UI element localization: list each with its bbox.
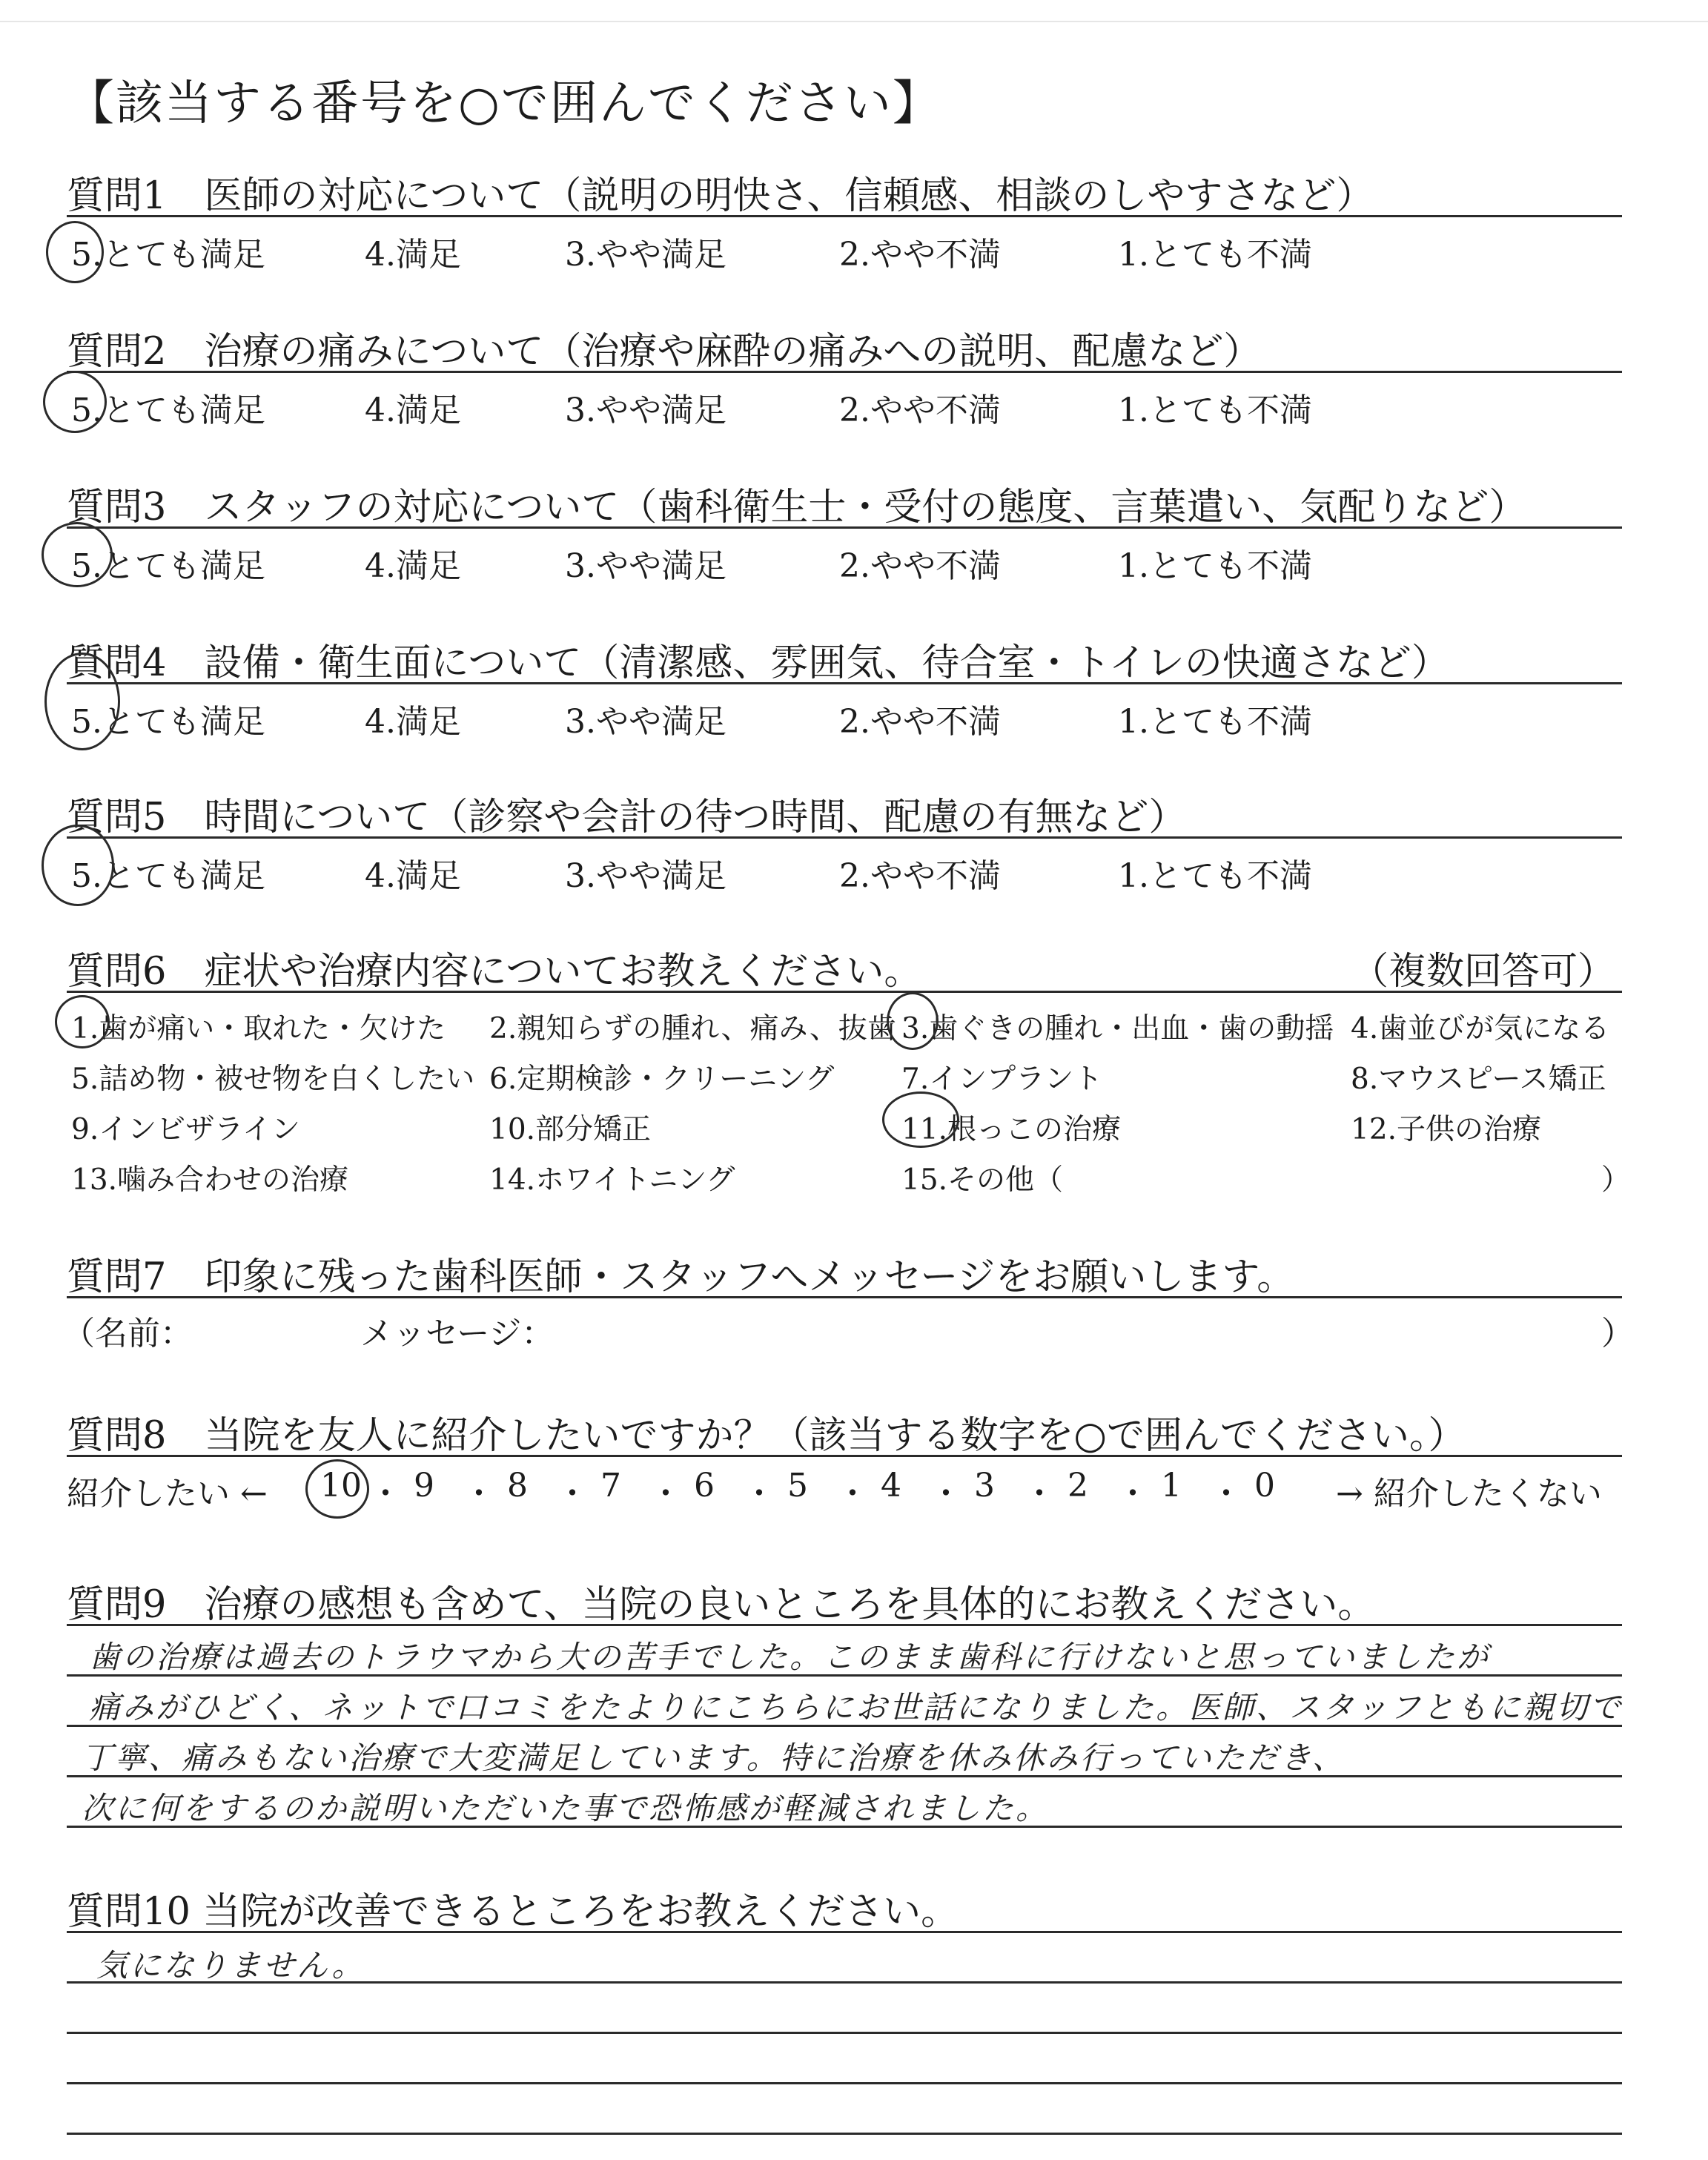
q1-rule — [67, 215, 1622, 217]
q8-scale-value-2[interactable]: 2 — [1068, 1467, 1088, 1505]
q3-option-3[interactable]: 3.やや満足 — [565, 547, 726, 585]
q8-scale-value-1[interactable]: 1 — [1161, 1467, 1182, 1505]
q10-answer-line-1: 気になりません。 — [96, 1947, 365, 1984]
q9-answer-line-1: 歯の治療は過去のトラウマから大の苦手でした。このまま歯科に行けないと思っていましたが — [89, 1639, 1491, 1675]
q2-title: 質問2 治療の痛みについて（治療や麻酔の痛みへの説明、配慮など） — [67, 330, 1262, 374]
q2-option-4[interactable]: 4.満足 — [365, 392, 461, 429]
q5-option-3[interactable]: 3.やや満足 — [565, 857, 726, 895]
q6-title: 質問6 症状や治療内容についてお教えください。 — [67, 950, 922, 994]
q8-scale-value-0[interactable]: 0 — [1254, 1467, 1275, 1505]
q8-right-label: → 紹介したくない — [1336, 1475, 1602, 1513]
q6-rule — [67, 991, 1622, 993]
q1-option-1[interactable]: 1.とても不満 — [1118, 236, 1312, 274]
q8-scale-value-10[interactable]: 10 — [320, 1467, 362, 1505]
q6-option-12[interactable]: 12.子供の治療 — [1351, 1113, 1542, 1146]
q6-selection-circle-1 — [55, 995, 110, 1048]
q6-option-5[interactable]: 5.詰め物・被せ物を白くしたい — [71, 1063, 475, 1096]
q10-rule-5 — [67, 2133, 1622, 2135]
q3-option-5[interactable]: 5.とても満足 — [71, 547, 265, 585]
q9-answer-line-3: 丁寧、痛みもない治療で大変満足しています。特に治療を休み休み行っていただき、 — [82, 1740, 1345, 1776]
q7-rule — [67, 1296, 1622, 1298]
q3-rule — [67, 526, 1622, 529]
q5-option-5[interactable]: 5.とても満足 — [71, 857, 265, 895]
q1-title: 質問1 医師の対応について（説明の明快さ、信頼感、相談のしやすさなど） — [67, 174, 1374, 218]
q8-scale-value-5[interactable]: 5 — [787, 1467, 808, 1505]
page-title: 【該当する番号を○で囲んでください】 — [67, 76, 941, 131]
q5-selection-circle — [42, 825, 114, 906]
q7-message-label[interactable]: メッセージ： — [360, 1315, 555, 1353]
q8-scale-separator-dot: ・ — [930, 1475, 962, 1513]
q3-option-4[interactable]: 4.満足 — [365, 547, 461, 585]
q2-option-2[interactable]: 2.やや不満 — [839, 392, 1001, 429]
q1-option-4[interactable]: 4.満足 — [365, 236, 461, 274]
q8-scale-separator-dot: ・ — [743, 1475, 775, 1513]
q4-option-3[interactable]: 3.やや満足 — [565, 703, 726, 741]
q10-title: 質問10 当院が改善できるところをお教えください。 — [67, 1890, 959, 1934]
q4-option-1[interactable]: 1.とても不満 — [1118, 703, 1312, 741]
q5-option-2[interactable]: 2.やや不満 — [839, 857, 1001, 895]
q2-rule — [67, 371, 1622, 373]
q8-scale-separator-dot: ・ — [836, 1475, 869, 1513]
q6-option-1[interactable]: 1.歯が痛い・取れた・欠けた — [71, 1012, 446, 1046]
q2-option-3[interactable]: 3.やや満足 — [565, 392, 726, 429]
q1-option-3[interactable]: 3.やや満足 — [565, 236, 726, 274]
q3-selection-circle — [42, 522, 113, 587]
q8-selection-circle — [305, 1459, 369, 1519]
q3-option-2[interactable]: 2.やや不満 — [839, 547, 1001, 585]
q7-close-paren: ） — [1601, 1315, 1634, 1353]
q5-option-4[interactable]: 4.満足 — [365, 857, 461, 895]
q1-selection-circle — [46, 221, 104, 283]
q6-option-11[interactable]: 11.根っこの治療 — [901, 1113, 1122, 1146]
q6-option-10[interactable]: 10.部分矯正 — [489, 1113, 652, 1146]
q10-rule-4 — [67, 2082, 1622, 2084]
q6-selection-circle-11 — [882, 1091, 959, 1148]
q8-scale-separator-dot: ・ — [369, 1475, 402, 1513]
q7-name-label[interactable]: （名前： — [62, 1315, 193, 1353]
q6-option-13[interactable]: 13.噛み合わせの治療 — [71, 1163, 349, 1197]
q4-option-4[interactable]: 4.満足 — [365, 703, 461, 741]
q4-rule — [67, 682, 1622, 684]
q6-selection-circle-3 — [887, 992, 939, 1050]
q6-option-3[interactable]: 3.歯ぐきの腫れ・出血・歯の動揺 — [901, 1012, 1334, 1046]
q9-rule-1 — [67, 1624, 1622, 1626]
q4-option-2[interactable]: 2.やや不満 — [839, 703, 1001, 741]
q1-option-2[interactable]: 2.やや不満 — [839, 236, 1001, 274]
q6-option-6[interactable]: 6.定期検診・クリーニング — [489, 1063, 835, 1096]
q9-answer-line-4: 次に何をするのか説明いただいた事で恐怖感が軽減されました。 — [82, 1790, 1050, 1826]
q8-scale-value-9[interactable]: 9 — [414, 1467, 434, 1505]
q6-option-2[interactable]: 2.親知らずの腫れ、痛み、抜歯 — [489, 1012, 896, 1046]
q8-scale-value-3[interactable]: 3 — [974, 1467, 995, 1505]
q3-title: 質問3 スタッフの対応について（歯科衛生士・受付の態度、言葉遣い、気配りなど） — [67, 486, 1527, 529]
q5-rule — [67, 836, 1622, 839]
q8-title: 質問8 当院を友人に紹介したいですか？（該当する数字を○で囲んでください。） — [67, 1414, 1466, 1458]
q8-scale-separator-dot: ・ — [1023, 1475, 1056, 1513]
q6-option-15-close-paren: ） — [1601, 1163, 1631, 1197]
q8-scale-value-4[interactable]: 4 — [881, 1467, 901, 1505]
q6-option-14[interactable]: 14.ホワイトニング — [489, 1163, 735, 1197]
q9-answer-line-2: 痛みがひどく、ネットで口コミをたよりにこちらにお世話になりました。医師、スタッフともに親切で — [89, 1689, 1623, 1725]
q6-option-8[interactable]: 8.マウスピース矯正 — [1351, 1063, 1606, 1096]
q1-option-5[interactable]: 5.とても満足 — [71, 236, 265, 274]
q3-option-1[interactable]: 1.とても不満 — [1118, 547, 1312, 585]
q5-title: 質問5 時間について（診察や会計の待つ時間、配慮の有無など） — [67, 796, 1187, 839]
q8-scale-separator-dot: ・ — [556, 1475, 589, 1513]
q2-option-1[interactable]: 1.とても不満 — [1118, 392, 1312, 429]
q8-scale-separator-dot: ・ — [649, 1475, 682, 1513]
q2-selection-circle — [43, 371, 107, 433]
q6-option-9[interactable]: 9.インビザライン — [71, 1113, 301, 1146]
q4-title: 質問4 設備・衛生面について（清潔感、雰囲気、待合室・トイレの快適さなど） — [67, 641, 1449, 685]
q8-scale-separator-dot: ・ — [1116, 1475, 1149, 1513]
q8-scale-separator-dot: ・ — [1210, 1475, 1242, 1513]
q5-option-1[interactable]: 1.とても不満 — [1118, 857, 1312, 895]
q8-scale-separator-dot: ・ — [463, 1475, 495, 1513]
q4-option-5[interactable]: 5.とても満足 — [71, 703, 265, 741]
q6-multiple-answer-note: （複数回答可） — [1351, 950, 1616, 994]
q8-left-label: 紹介したい ← — [67, 1475, 268, 1513]
q6-option-7[interactable]: 7.インプラント — [901, 1063, 1103, 1096]
q6-option-4[interactable]: 4.歯並びが気になる — [1351, 1012, 1610, 1046]
q10-rule-1 — [67, 1931, 1622, 1933]
q8-scale-value-7[interactable]: 7 — [600, 1467, 621, 1505]
q8-scale-value-6[interactable]: 6 — [694, 1467, 715, 1505]
q4-selection-circle — [44, 653, 120, 750]
q9-title: 質問9 治療の感想も含めて、当院の良いところを具体的にお教えください。 — [67, 1583, 1376, 1627]
q2-option-5[interactable]: 5.とても満足 — [71, 392, 265, 429]
q10-rule-3 — [67, 2032, 1622, 2034]
q8-rule — [67, 1455, 1622, 1457]
top-edge-line — [0, 21, 1708, 22]
q8-scale-value-8[interactable]: 8 — [507, 1467, 528, 1505]
q7-title: 質問7 印象に残った歯科医師・スタッフへメッセージをお願いします。 — [67, 1255, 1295, 1299]
q6-option-15[interactable]: 15.その他（ — [901, 1163, 1064, 1197]
